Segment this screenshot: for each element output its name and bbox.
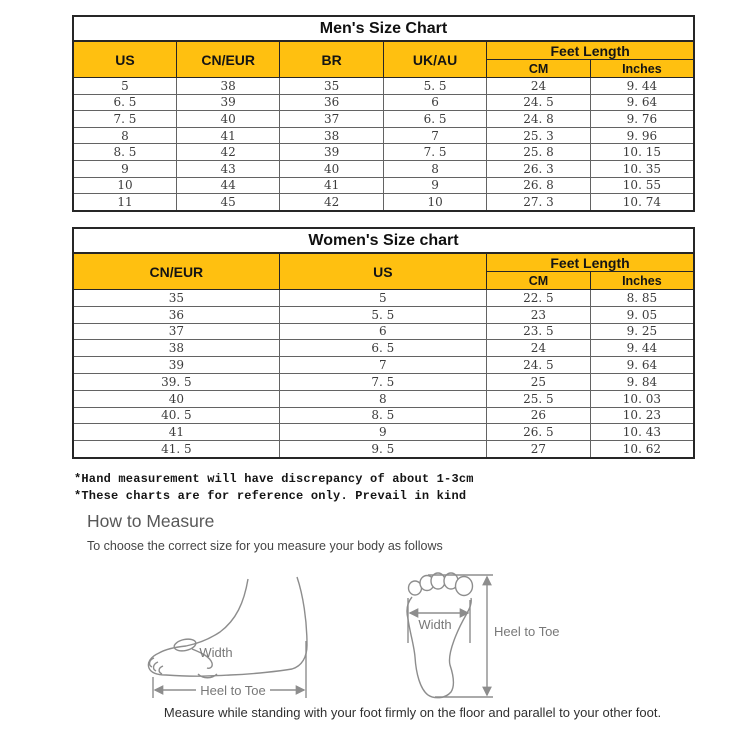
table-cell: 39 — [176, 94, 279, 111]
foot-side-view-illustration — [148, 577, 307, 698]
table-body — [73, 290, 694, 458]
table-row — [73, 111, 694, 128]
table-cell: 8. 5 — [73, 144, 176, 161]
table-cell: 5. 5 — [279, 306, 486, 323]
table-cell: 8 — [279, 390, 486, 407]
table-row — [73, 160, 694, 177]
table-body — [73, 78, 694, 211]
table-cell: 24. 5 — [487, 94, 590, 111]
column-header-uk-au: UK/AU — [383, 41, 486, 78]
column-header-cm: CM — [487, 272, 591, 290]
table-cell: 41. 5 — [73, 441, 279, 458]
table-cell: 25 — [487, 373, 591, 390]
table-cell: 24. 8 — [487, 111, 590, 128]
table-cell: 42 — [176, 144, 279, 161]
table-cell: 7. 5 — [73, 111, 176, 128]
table-cell: 41 — [280, 177, 383, 194]
table-cell: 5. 5 — [383, 78, 486, 95]
table-cell: 24 — [487, 78, 590, 95]
table-cell: 10. 35 — [590, 160, 694, 177]
table-cell: 10. 23 — [590, 407, 694, 424]
table-cell: 39. 5 — [73, 373, 279, 390]
table-cell: 10. 03 — [590, 390, 694, 407]
table-cell: 10 — [73, 177, 176, 194]
table-cell: 6 — [279, 323, 486, 340]
measuring-instruction-caption: Measure while standing with your foot firmly on the floor and parallel to your other foot. — [163, 705, 662, 720]
table-cell: 9. 96 — [590, 127, 694, 144]
table-cell: 7 — [383, 127, 486, 144]
table-cell: 26 — [487, 407, 591, 424]
table-cell: 8. 85 — [590, 290, 694, 307]
table-row — [73, 78, 694, 95]
table-row — [73, 306, 694, 323]
table-cell: 25. 5 — [487, 390, 591, 407]
column-header-feet-length: Feet Length — [487, 253, 694, 272]
table-cell: 39 — [73, 357, 279, 374]
column-header-cm: CM — [487, 60, 590, 78]
table-cell: 36 — [73, 306, 279, 323]
sole-fill — [407, 597, 471, 698]
table-cell: 9 — [73, 160, 176, 177]
table-row — [73, 177, 694, 194]
table-cell: 10 — [383, 194, 486, 211]
table-cell: 39 — [280, 144, 383, 161]
womens-table-title: Women's Size chart — [73, 228, 694, 253]
table-cell: 9. 44 — [590, 340, 694, 357]
column-header-cn-eur: CN/EUR — [73, 253, 279, 290]
table-row — [73, 424, 694, 441]
note-line-2: *These charts are for reference only. Prevail in kind — [74, 488, 467, 503]
table-cell: 8. 5 — [279, 407, 486, 424]
table-cell: 9. 76 — [590, 111, 694, 128]
mens-table-title: Men's Size Chart — [73, 16, 694, 41]
big-toe — [456, 577, 473, 596]
table-cell: 26. 5 — [487, 424, 591, 441]
table-cell: 40 — [176, 111, 279, 128]
table-row — [73, 127, 694, 144]
sole-view-width-label: Width — [418, 617, 452, 632]
table-row — [73, 340, 694, 357]
table-cell: 25. 3 — [487, 127, 590, 144]
mens-table-header — [73, 16, 694, 78]
reference-notes — [74, 471, 474, 504]
table-cell: 9. 84 — [590, 373, 694, 390]
table-cell: 5 — [73, 78, 176, 95]
womens-size-table — [72, 227, 695, 459]
column-header-cn-eur: CN/EUR — [176, 41, 279, 78]
table-cell: 10. 15 — [590, 144, 694, 161]
table-cell: 37 — [73, 323, 279, 340]
foot-side-outline — [148, 577, 307, 676]
table-cell: 10. 74 — [590, 194, 694, 211]
table-cell: 23. 5 — [487, 323, 591, 340]
table-row — [73, 290, 694, 307]
table-row — [73, 144, 694, 161]
table-cell: 27. 3 — [487, 194, 590, 211]
note-line-1: *Hand measurement will have discrepancy of about 1-3cm — [74, 472, 474, 486]
table-cell: 45 — [176, 194, 279, 211]
table-cell: 8 — [383, 160, 486, 177]
table-cell: 10. 55 — [590, 177, 694, 194]
table-row — [73, 373, 694, 390]
column-header-inches: Inches — [590, 272, 694, 290]
table-row — [73, 357, 694, 374]
table-cell: 9. 25 — [590, 323, 694, 340]
table-cell: 9 — [383, 177, 486, 194]
table-cell: 26. 3 — [487, 160, 590, 177]
table-row — [73, 323, 694, 340]
side-view-length-label: Heel to Toe — [200, 683, 266, 698]
column-header-feet-length: Feet Length — [487, 41, 694, 60]
column-header-inches: Inches — [590, 60, 694, 78]
table-row — [73, 407, 694, 424]
table-row — [73, 441, 694, 458]
instep-loop — [173, 637, 197, 652]
table-cell: 24 — [487, 340, 591, 357]
side-view-width-label: Width — [199, 645, 233, 660]
column-header-us: US — [73, 41, 176, 78]
how-to-measure-heading: How to Measure — [87, 511, 215, 531]
table-cell: 9. 64 — [590, 94, 694, 111]
table-cell: 10. 62 — [590, 441, 694, 458]
table-cell: 11 — [73, 194, 176, 211]
table-cell: 40 — [73, 390, 279, 407]
table-row — [73, 390, 694, 407]
table-cell: 27 — [487, 441, 591, 458]
table-cell: 38 — [280, 127, 383, 144]
sole-view-length-label: Heel to Toe — [494, 624, 560, 639]
table-cell: 9. 05 — [590, 306, 694, 323]
table-cell: 26. 8 — [487, 177, 590, 194]
table-cell: 44 — [176, 177, 279, 194]
table-cell: 6. 5 — [279, 340, 486, 357]
table-cell: 10. 43 — [590, 424, 694, 441]
table-cell: 41 — [73, 424, 279, 441]
table-cell: 6. 5 — [73, 94, 176, 111]
table-cell: 37 — [280, 111, 383, 128]
table-cell: 9 — [279, 424, 486, 441]
table-cell: 38 — [176, 78, 279, 95]
table-cell: 7 — [279, 357, 486, 374]
table-cell: 6. 5 — [383, 111, 486, 128]
mens-size-table — [72, 15, 695, 212]
table-cell: 5 — [279, 290, 486, 307]
table-cell: 41 — [176, 127, 279, 144]
foot-sole-view-illustration — [407, 573, 493, 698]
table-cell: 9. 64 — [590, 357, 694, 374]
foot-measurement-diagram — [140, 565, 685, 705]
table-cell: 42 — [280, 194, 383, 211]
table-cell: 35 — [73, 290, 279, 307]
table-cell: 25. 8 — [487, 144, 590, 161]
table-cell: 40 — [280, 160, 383, 177]
table-cell: 22. 5 — [487, 290, 591, 307]
table-cell: 35 — [280, 78, 383, 95]
table-cell: 43 — [176, 160, 279, 177]
table-cell: 24. 5 — [487, 357, 591, 374]
table-cell: 36 — [280, 94, 383, 111]
table-cell: 9. 44 — [590, 78, 694, 95]
womens-table-header — [73, 228, 694, 290]
table-cell: 9. 5 — [279, 441, 486, 458]
table-cell: 7. 5 — [279, 373, 486, 390]
how-to-measure-subtitle: To choose the correct size for you measure your body as follows — [87, 539, 443, 553]
table-cell: 40. 5 — [73, 407, 279, 424]
table-cell: 6 — [383, 94, 486, 111]
table-cell: 38 — [73, 340, 279, 357]
table-row — [73, 94, 694, 111]
table-row — [73, 194, 694, 211]
column-header-br: BR — [280, 41, 383, 78]
table-cell: 8 — [73, 127, 176, 144]
column-header-us: US — [279, 253, 486, 290]
table-cell: 7. 5 — [383, 144, 486, 161]
table-cell: 23 — [487, 306, 591, 323]
